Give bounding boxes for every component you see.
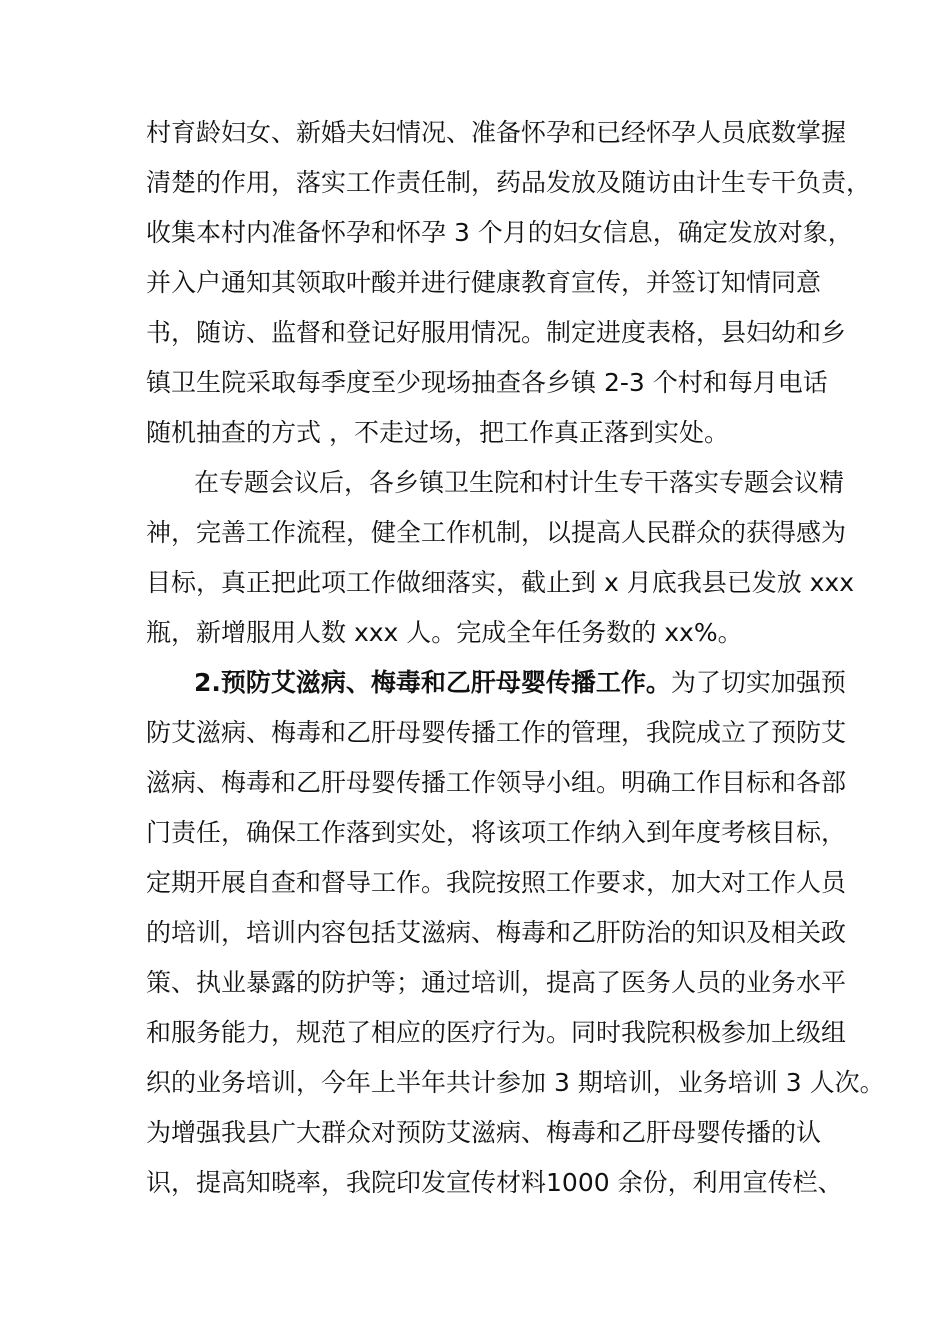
text-line: 收集本村内准备怀孕和怀孕 3 个月的妇女信息，确定发放对象， [146, 218, 853, 247]
paragraph-meeting-followup [146, 458, 855, 658]
text-line: 镇卫生院采取每季度至少现场抽查各乡镇 2-3 个村和每月电话 [146, 368, 828, 397]
paragraph-mother-child-transmission [146, 658, 885, 1208]
text-line: 和服务能力，规范了相应的医疗行为。同时我院积极参加上级组 [146, 1018, 847, 1047]
paragraph-folic-acid-continuation [146, 108, 872, 458]
text-line: 策、执业暴露的防护等；通过培训，提高了医务人员的业务水平 [146, 968, 847, 997]
text-line: 定期开展自查和督导工作。我院按照工作要求，加大对工作人员 [146, 868, 847, 897]
text-line: 并入户通知其领取叶酸并进行健康教育宣传，并签订知情同意 [146, 268, 822, 297]
text-line: 在专题会议后，各乡镇卫生院和村计生专干落实专题会议精 [194, 468, 845, 497]
text-line: 门责任，确保工作落到实处，将该项工作纳入到年度考核目标， [146, 818, 847, 847]
text-line: 为增强我县广大群众对预防艾滋病、梅毒和乙肝母婴传播的认 [146, 1118, 822, 1147]
text-line-rest: 为了切实加强预 [670, 668, 846, 697]
text-line: 书，随访、监督和登记好服用情况。制定进度表格，县妇幼和乡 [146, 318, 847, 347]
text-line: 的培训，培训内容包括艾滋病、梅毒和乙肝防治的知识及相关政 [146, 918, 847, 947]
text-line: 随机抽查的方式 ，不走过场，把工作真正落到实处。 [146, 418, 729, 447]
text-line: 清楚的作用，落实工作责任制，药品发放及随访由计生专干负责， [146, 168, 872, 197]
text-line: 防艾滋病、梅毒和乙肝母婴传播工作的管理，我院成立了预防艾 [146, 718, 847, 747]
text-line: 滋病、梅毒和乙肝母婴传播工作领导小组。明确工作目标和各部 [146, 768, 847, 797]
text-line: 神，完善工作流程，健全工作机制，以提高人民群众的获得感为 [146, 518, 847, 547]
section-heading: 2.预防艾滋病、梅毒和乙肝母婴传播工作。 [194, 668, 671, 697]
text-line: 目标，真正把此项工作做细落实，截止到 x 月底我县已发放 xxx [146, 568, 855, 597]
text-line: 织的业务培训，今年上半年共计参加 3 期培训，业务培训 3 人次。 [146, 1068, 885, 1097]
text-line: 村育龄妇女、新婚夫妇情况、准备怀孕和已经怀孕人员底数掌握 [146, 118, 847, 147]
text-line: 识，提高知晓率，我院印发宣传材料1000 余份，利用宣传栏、 [146, 1168, 843, 1197]
document-body [146, 108, 885, 1208]
text-line [146, 658, 846, 708]
text-line: 瓶，新增服用人数 xxx 人。完成全年任务数的 xx%。 [146, 618, 743, 647]
